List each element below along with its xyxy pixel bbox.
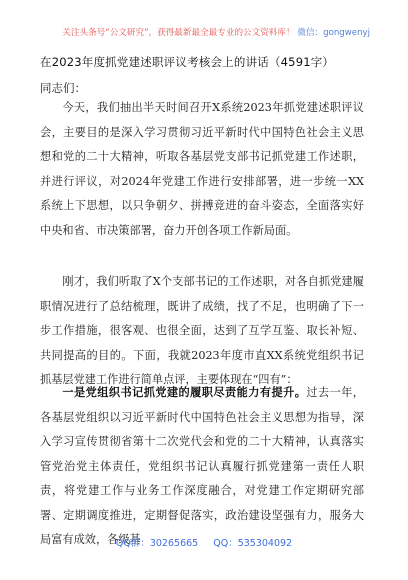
footer-qq-group: QQ群：30265665 xyxy=(115,538,199,549)
greeting: 同志们： xyxy=(40,81,86,95)
paragraph-review: 刚才，我们听取了X个支部书记的工作述职，对各自抓党建履职情况进行了总结梳理，既讲了成绩，找了不足，也明确了下一步工作措施，很客观、也很全面，达到了互学互鉴、取长补短、共同提高的目的。下面，我就2023年度市直XX系统党组织书记抓基层党建工作进行简单点评，主要体现在“四有”： xyxy=(40,275,364,386)
paragraph-opening: 今天，我们抽出半天时间召开X系统2023年抓党建述职评议会，主要目的是深入学习贯彻习近平新时代中国特色社会主义思想和党的二十大精神，听取各基层党支部书记抓党建工作述职，并进行评议，对2024年党建工作进行安排部署，进一步统一XX系统上下思想，以只争朝夕、拼搏竞进的奋斗姿态，全面落实好中央和省、市决策部署，奋力开创各项工作新局面。 xyxy=(40,101,364,237)
section-body: 过去一年，各基层党组织以习近平新时代中国特色社会主义思想为指导，深入学习宣传贯彻省第十二次党代会和党的二十大精神，认真落实管党治党主体责任，党组织书记认真履行抓党建第一责任人职责，将党建工作与业务工作深度融合，对党建工作定期研究部署、定期调度推进，定期督促落实，政治建设坚强有力，服务大局富有成效，各级基 xyxy=(40,386,364,546)
section-heading: 一是党组织书记抓党建的履职尽责能力有提升。 xyxy=(62,386,307,399)
paragraph-section-one xyxy=(40,381,364,553)
footer-qq-number: QQ：535304092 xyxy=(213,538,293,549)
document-title: 在2023年度抓党建述职评议考核会上的讲话（4591字） xyxy=(40,55,335,69)
footer-contacts xyxy=(0,535,408,549)
banner-wechat-contact: 微信：gongwenyj xyxy=(297,28,370,38)
banner-promo-text: 关注头条号“公文研究”，获得最新最全最专业的公文资料库！ xyxy=(62,28,295,38)
top-banner xyxy=(62,26,370,38)
